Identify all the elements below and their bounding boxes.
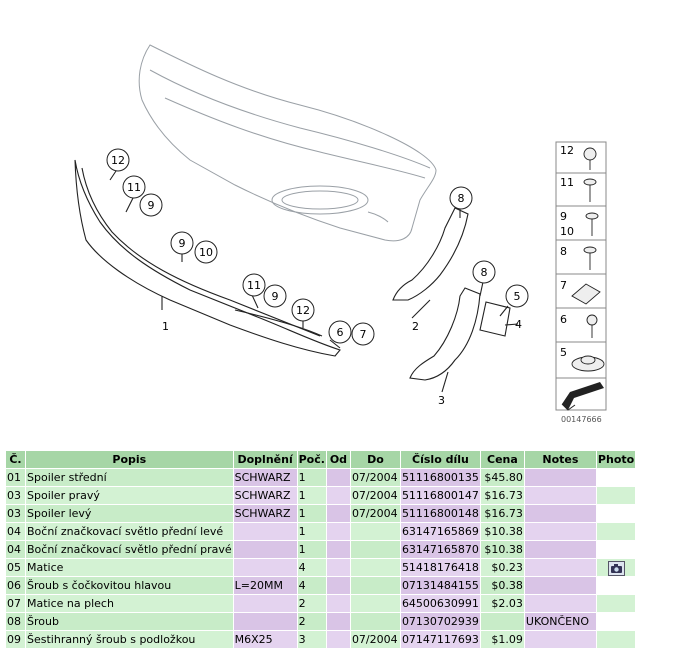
cell-cena: $2.03 xyxy=(480,595,524,613)
cell-doplneni: SCHWARZ xyxy=(233,487,297,505)
cell-do xyxy=(350,559,400,577)
cell-popis: Matice xyxy=(26,559,234,577)
table-row[interactable] xyxy=(6,631,636,649)
svg-text:8: 8 xyxy=(457,192,465,205)
callouts xyxy=(107,149,528,345)
cell-poc: 1 xyxy=(297,469,326,487)
callout-9 xyxy=(140,194,162,216)
svg-text:9: 9 xyxy=(147,199,155,212)
cell-do xyxy=(350,523,400,541)
cell-cislo: 64500630991 xyxy=(400,595,480,613)
cell-photo xyxy=(596,559,635,577)
table-row[interactable] xyxy=(6,577,636,595)
callout-10 xyxy=(195,241,217,263)
cell-cislo: 63147165870 xyxy=(400,541,480,559)
cell-cislo: 63147165869 xyxy=(400,523,480,541)
cell-notes xyxy=(524,487,596,505)
cell-photo xyxy=(596,541,635,559)
callout-9 xyxy=(171,232,193,254)
cell-od xyxy=(326,505,350,523)
table-row[interactable] xyxy=(6,559,636,577)
cell-c: 09 xyxy=(6,631,26,649)
cell-notes xyxy=(524,523,596,541)
cell-do xyxy=(350,613,400,631)
cell-popis: Šestihranný šroub s podložkou xyxy=(26,631,234,649)
svg-text:12: 12 xyxy=(111,154,125,167)
callout-12 xyxy=(107,149,129,171)
cell-od xyxy=(326,469,350,487)
table-row[interactable] xyxy=(6,469,636,487)
cell-cena: $1.09 xyxy=(480,631,524,649)
cell-poc: 2 xyxy=(297,613,326,631)
side-label-10: 10 xyxy=(560,225,574,238)
cell-od xyxy=(326,541,350,559)
svg-text:11: 11 xyxy=(247,279,261,292)
col-header-popis: Popis xyxy=(26,451,234,469)
col-header-notes: Notes xyxy=(524,451,596,469)
cell-cena: $16.73 xyxy=(480,487,524,505)
part-label-1: 1 xyxy=(162,320,169,333)
cell-popis: Boční značkovací světlo přední levé xyxy=(26,523,234,541)
cell-doplneni xyxy=(233,595,297,613)
cell-c: 07 xyxy=(6,595,26,613)
side-label-5: 5 xyxy=(560,346,567,359)
callout-8 xyxy=(450,187,472,209)
svg-text:10: 10 xyxy=(199,246,213,259)
cell-c: 03 xyxy=(6,487,26,505)
cell-cislo: 07131484155 xyxy=(400,577,480,595)
cell-poc: 1 xyxy=(297,523,326,541)
callout-7 xyxy=(352,323,374,345)
col-header-doplneni: Doplnění xyxy=(233,451,297,469)
svg-text:12: 12 xyxy=(296,304,310,317)
table-row[interactable] xyxy=(6,595,636,613)
callout-8 xyxy=(473,261,495,283)
svg-text:5: 5 xyxy=(513,290,521,303)
callout-12 xyxy=(292,299,314,321)
cell-poc: 1 xyxy=(297,541,326,559)
col-header-cena: Cena xyxy=(480,451,524,469)
side-label-8: 8 xyxy=(560,245,567,258)
cell-notes xyxy=(524,631,596,649)
svg-text:11: 11 xyxy=(127,181,141,194)
cell-poc: 4 xyxy=(297,559,326,577)
cell-cena: $45.80 xyxy=(480,469,524,487)
cell-poc: 1 xyxy=(297,487,326,505)
cell-photo xyxy=(596,577,635,595)
side-label-9: 9 xyxy=(560,210,567,223)
svg-text:6: 6 xyxy=(336,326,344,339)
cell-c: 06 xyxy=(6,577,26,595)
cell-c: 03 xyxy=(6,505,26,523)
cell-cislo: 51116800147 xyxy=(400,487,480,505)
callout-5 xyxy=(506,285,528,307)
cell-notes xyxy=(524,559,596,577)
cell-doplneni xyxy=(233,559,297,577)
cell-notes xyxy=(524,541,596,559)
cell-c: 04 xyxy=(6,523,26,541)
cell-notes xyxy=(524,577,596,595)
cell-notes xyxy=(524,595,596,613)
cell-popis: Šroub s čočkovitou hlavou xyxy=(26,577,234,595)
cell-od xyxy=(326,595,350,613)
cell-do xyxy=(350,541,400,559)
table-row[interactable] xyxy=(6,613,636,631)
cell-od xyxy=(326,631,350,649)
callout-9 xyxy=(264,285,286,307)
table-header-row xyxy=(6,451,636,469)
cell-notes xyxy=(524,505,596,523)
cell-poc: 2 xyxy=(297,595,326,613)
callout-6 xyxy=(329,321,351,343)
cell-od xyxy=(326,487,350,505)
cell-c: 05 xyxy=(6,559,26,577)
side-panel xyxy=(556,142,606,424)
cell-poc: 1 xyxy=(297,505,326,523)
col-header-cislo: Číslo dílu xyxy=(400,451,480,469)
cell-do: 07/2004 xyxy=(350,505,400,523)
camera-icon[interactable] xyxy=(608,561,625,576)
cell-notes xyxy=(524,469,596,487)
cell-photo xyxy=(596,505,635,523)
cell-c: 01 xyxy=(6,469,26,487)
cell-do: 07/2004 xyxy=(350,487,400,505)
cell-cislo: 51418176418 xyxy=(400,559,480,577)
svg-text:8: 8 xyxy=(480,266,488,279)
table-row[interactable] xyxy=(6,505,636,523)
cell-doplneni: SCHWARZ xyxy=(233,505,297,523)
table-row[interactable] xyxy=(6,487,636,505)
side-label-6: 6 xyxy=(560,313,567,326)
callout-11 xyxy=(243,274,265,296)
cell-cislo: 07130702939 xyxy=(400,613,480,631)
cell-poc: 3 xyxy=(297,631,326,649)
cell-photo xyxy=(596,487,635,505)
cell-od xyxy=(326,559,350,577)
cell-cislo: 51116800135 xyxy=(400,469,480,487)
callout-11 xyxy=(123,176,145,198)
col-header-od: Od xyxy=(326,451,350,469)
cell-popis: Spoiler pravý xyxy=(26,487,234,505)
cell-photo xyxy=(596,613,635,631)
side-label-11: 11 xyxy=(560,176,574,189)
cell-cena: $0.23 xyxy=(480,559,524,577)
cell-od xyxy=(326,577,350,595)
col-header-do: Do xyxy=(350,451,400,469)
cell-doplneni xyxy=(233,523,297,541)
image-code: 00147666 xyxy=(561,415,602,424)
cell-do: 07/2004 xyxy=(350,469,400,487)
cell-doplneni xyxy=(233,613,297,631)
svg-text:7: 7 xyxy=(359,328,367,341)
cell-od xyxy=(326,523,350,541)
cell-photo xyxy=(596,523,635,541)
cell-doplneni: L=20MM xyxy=(233,577,297,595)
parts-table xyxy=(5,450,636,649)
cell-do: 07/2004 xyxy=(350,631,400,649)
side-label-12: 12 xyxy=(560,144,574,157)
cell-poc: 4 xyxy=(297,577,326,595)
cell-cena xyxy=(480,613,524,631)
cell-cena: $16.73 xyxy=(480,505,524,523)
cell-do xyxy=(350,595,400,613)
cell-popis: Šroub xyxy=(26,613,234,631)
cell-popis: Spoiler levý xyxy=(26,505,234,523)
svg-text:9: 9 xyxy=(271,290,279,303)
cell-doplneni: SCHWARZ xyxy=(233,469,297,487)
cell-od xyxy=(326,613,350,631)
cell-popis: Boční značkovací světlo přední pravé xyxy=(26,541,234,559)
svg-text:9: 9 xyxy=(178,237,186,250)
side-label-7: 7 xyxy=(560,279,567,292)
cell-do xyxy=(350,577,400,595)
table-row[interactable] xyxy=(6,523,636,541)
cell-cena: $10.38 xyxy=(480,523,524,541)
cell-cena: $10.38 xyxy=(480,541,524,559)
col-header-poc: Poč. xyxy=(297,451,326,469)
cell-photo xyxy=(596,631,635,649)
cell-doplneni: M6X25 xyxy=(233,631,297,649)
cell-cena: $0.38 xyxy=(480,577,524,595)
table-row[interactable] xyxy=(6,541,636,559)
bumper-outline xyxy=(139,45,436,241)
col-header-photo: Photo xyxy=(596,451,635,469)
cell-c: 08 xyxy=(6,613,26,631)
cell-photo xyxy=(596,595,635,613)
cell-c: 04 xyxy=(6,541,26,559)
cell-popis: Matice na plech xyxy=(26,595,234,613)
part-label-4: 4 xyxy=(515,318,522,331)
cell-notes: UKONČENO xyxy=(524,613,596,631)
part-label-3: 3 xyxy=(438,394,445,407)
col-header-c: Č. xyxy=(6,451,26,469)
cell-doplneni xyxy=(233,541,297,559)
cell-photo xyxy=(596,469,635,487)
cell-popis: Spoiler střední xyxy=(26,469,234,487)
part-label-2: 2 xyxy=(412,320,419,333)
cell-cislo: 07147117693 xyxy=(400,631,480,649)
cell-cislo: 51116800148 xyxy=(400,505,480,523)
